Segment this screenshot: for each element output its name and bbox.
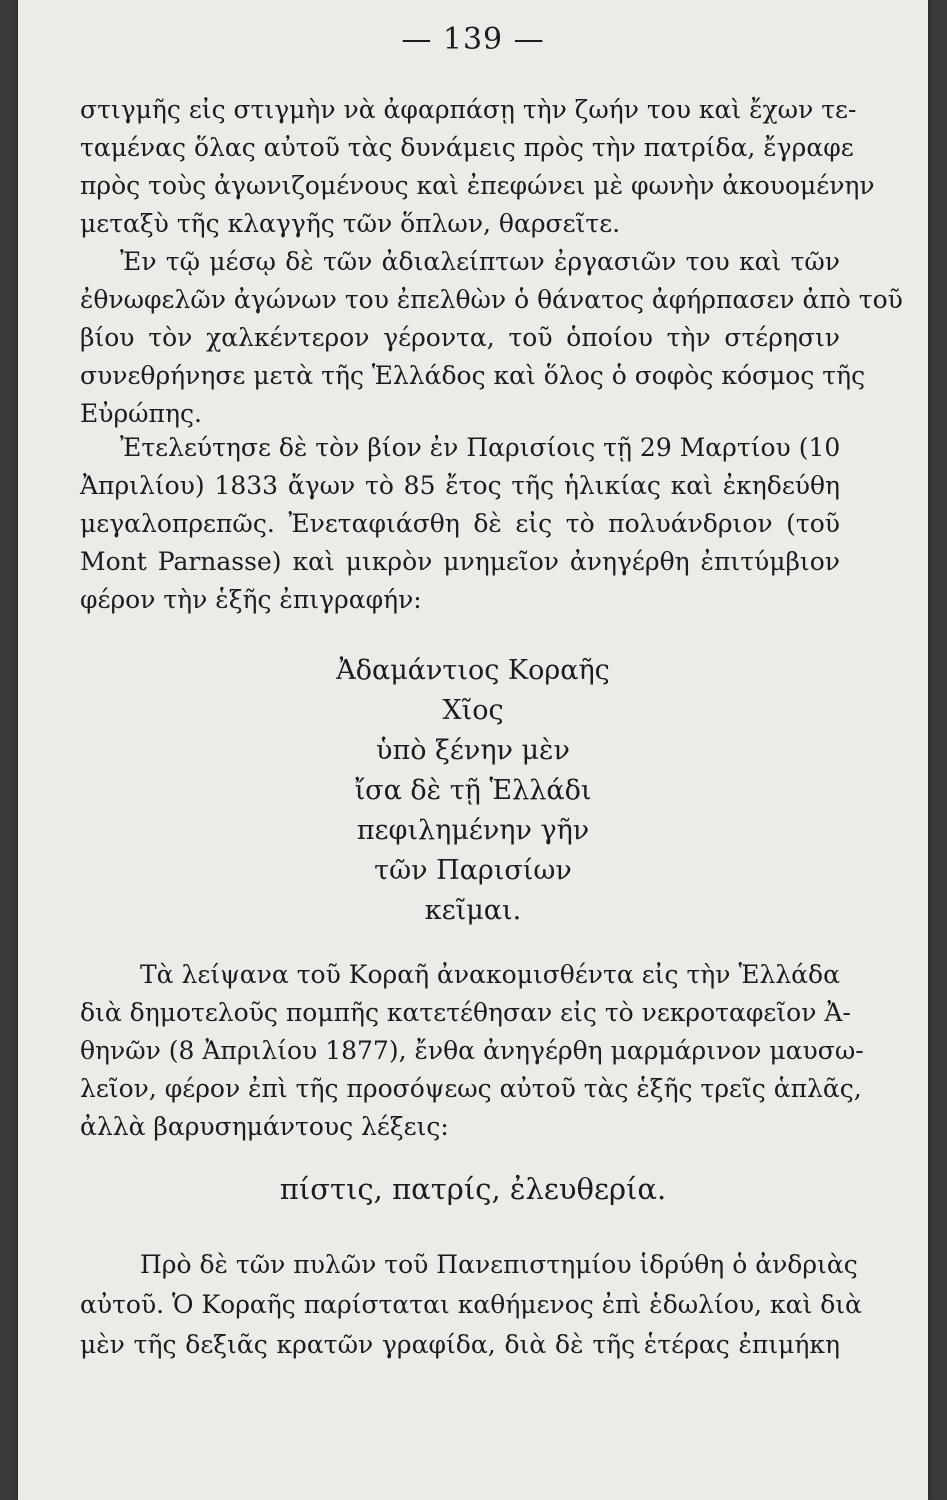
text-line: ἀλλὰ βαρυσημάντους λέξεις: — [80, 1112, 449, 1141]
epitaph-line: Χῖος — [442, 695, 504, 726]
epitaph-line: ὑπὸ ξένην μὲν — [376, 735, 570, 766]
text-line: μεγαλοπρεπῶς. Ἐνεταφιάσθη δὲ εἰς τὸ πολυάνδριον (τοῦ — [80, 509, 840, 538]
text-line: πρὸς τοὺς ἀγωνιζομένους καὶ ἐπεφώνει μὲ φωνὴν ἀκουομένην — [80, 171, 875, 200]
text-line: συνεθρήνησε μετὰ τῆς Ἑλλάδος καὶ ὅλος ὁ σοφὸς κόσμος τῆς — [80, 361, 866, 390]
text-line: Ἐν τῷ μέσῳ δὲ τῶν ἀδιαλείπτων ἐργασιῶν του καὶ τῶν — [120, 247, 840, 276]
epitaph-line: τῶν Παρισίων — [374, 855, 572, 886]
epitaph-line: πεφιλημένην γῆν — [356, 815, 590, 846]
motto: πίστις, πατρίς, ἐλευθερία. — [279, 1172, 667, 1206]
text-line: διὰ δημοτελοῦς πομπῆς κατετέθησαν εἰς τὸ νεκροταφεῖον Ἀ- — [80, 998, 851, 1027]
text-line: μὲν τῆς δεξιᾶς κρατῶν γραφίδα, διὰ δὲ τῆς ἑτέρας ἐπιμήκη — [80, 1330, 840, 1359]
epitaph-line: ἴσα δὲ τῇ Ἑλλάδι — [354, 775, 592, 806]
text-line: φέρον τὴν ἑξῆς ἐπιγραφήν: — [80, 585, 422, 614]
text-line: Τὰ λείψανα τοῦ Κοραῆ ἀνακομισθέντα εἰς τὴν Ἑλλάδα — [140, 960, 840, 989]
text-line: Ἀπριλίου) 1833 ἄγων τὸ 85 ἔτος τῆς ἡλικίας καὶ ἐκηδεύθη — [80, 471, 840, 500]
epitaph-line: κεῖμαι. — [424, 895, 522, 926]
text-line: Πρὸ δὲ τῶν πυλῶν τοῦ Πανεπιστημίου ἱδρύθη ὁ ἀνδριὰς — [140, 1250, 858, 1279]
text-line: Ἐτελεύτησε δὲ τὸν βίον ἐν Παρισίοις τῇ 29 Μαρτίου (10 — [120, 433, 841, 462]
text-line: θηνῶν (8 Ἀπριλίου 1877), ἔνθα ἀνηγέρθη μαρμάρινον μαυσω- — [80, 1036, 864, 1065]
text-line: ταμένας ὅλας αὐτοῦ τὰς δυνάμεις πρὸς τὴν πατρίδα, ἔγραφε — [80, 133, 854, 162]
book-page — [18, 0, 928, 1500]
text-line: Mont Parnasse) καὶ μικρὸν μνημεῖον ἀνηγέρθη ἐπιτύμβιον — [80, 547, 840, 576]
epitaph-line: Ἀδαμάντιος Κοραῆς — [336, 655, 610, 686]
text-line: ἐθνωφελῶν ἀγώνων του ἐπελθὼν ὁ θάνατος ἀφήρπασεν ἀπὸ τοῦ — [80, 285, 903, 314]
text-line: μεταξὺ τῆς κλαγγῆς τῶν ὅπλων, θαρσεῖτε. — [80, 209, 621, 238]
page-number: — 139 — — [401, 22, 545, 57]
text-line: Εὐρώπης. — [80, 399, 202, 428]
text-line: λεῖον, φέρον ἐπὶ τῆς προσόψεως αὐτοῦ τὰς ἑξῆς τρεῖς ἁπλᾶς, — [80, 1074, 862, 1103]
text-line: στιγμῆς εἰς στιγμὴν νὰ ἀφαρπάσῃ τὴν ζωήν του καὶ ἔχων τε- — [80, 95, 857, 124]
text-line: βίου τὸν χαλκέντερον γέροντα, τοῦ ὁποίου τὴν στέρησιν — [80, 323, 840, 352]
text-line: αὐτοῦ. Ὁ Κοραῆς παρίσταται καθήμενος ἐπὶ ἑδωλίου, καὶ διὰ — [80, 1290, 862, 1319]
